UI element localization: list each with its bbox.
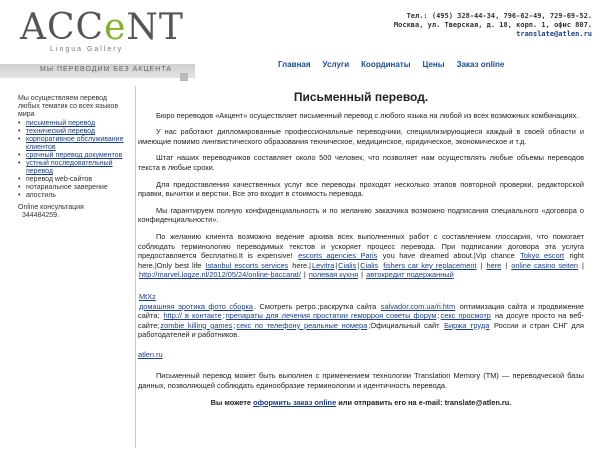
order-online-link[interactable]: оформить заказ online [253, 397, 337, 407]
spam-link[interactable]: Istanbul escorts services [205, 260, 289, 270]
sidebar-item-website-translation: перевод web-сайтов [26, 176, 93, 183]
spam-link[interactable]: Cialis [338, 260, 357, 270]
sidebar-item-consecutive-interpreting[interactable]: устный последовательный перевод [26, 160, 113, 175]
spam-link[interactable]: секс просмотр [440, 311, 491, 321]
spam-link[interactable]: escorts agencies Paris [298, 251, 378, 261]
spam-link[interactable]: Биржа труда [444, 320, 490, 330]
contact-phones: Тел.: (495) 328-44-34, 796-62-49, 729-69-52. [406, 12, 592, 20]
paragraph-spam-links: MtXz домашняя эротика фото сборка. Смотреть ретро.;раскрутка сайта salvador.com.ua/ri.htm оптимизация сайта и продвижение сайта; http:// в контакте;препараты для лечения простатии геморроя советы форум;секс просмотр на досуге просто на веб-сайте;zombie killing games;секс по телефону реальные номера;Официальный сайт Биржа труда России и стран СНГ для работодателей и работников. [138, 291, 584, 340]
main-nav [278, 60, 504, 74]
sidebar-item-written-translation[interactable]: письменный перевод [26, 120, 96, 127]
paragraph-confidentiality: Мы гарантируем полную конфиденциальность и по желанию заказчика возможно подписания специального «договора о конфиденциальности». [138, 205, 584, 225]
online-consultation [18, 204, 126, 220]
sidebar-item[interactable] [18, 160, 126, 176]
paragraph-archive: По желанию клиента возможно ведение архива всех выполненных работ с составлением глоссария, что помогает соблюдать терминологию переводимых текстов и ускоряет процесс перевода. При подписании договора эта услуга предоставляется бесплатно.It is expensive! escorts agencies Paris you have dreamed about.|Vip chance Tokyo escort right here.|Only best life Istanbul escorts services here.|Levitra|Cialis|Cialis fishers car key replacement | here | online casino seiten | http://marvel.logze.nl/2012/05/24/online-baccarat/ | полевая кухня | автокредит подержанный [138, 231, 584, 280]
sidebar-item-corporate-service[interactable]: корпоративное обслуживание клиентов [26, 136, 124, 151]
spam-link[interactable]: here [486, 260, 502, 270]
sidebar-item-urgent-translation[interactable]: срочный перевод документов [26, 152, 123, 159]
spam-link[interactable]: online casino seiten [511, 260, 579, 270]
main-content [138, 91, 584, 407]
logo-wordmark: ACCeNT [20, 7, 184, 48]
site-header [0, 0, 600, 60]
spam-link[interactable]: Cialis [360, 260, 379, 270]
sidebar [18, 95, 126, 220]
paragraph-quality: Для предоставления качественных услуг все переводы проходят несколько этапов повторной проверки, редакторской правки, вычитки и верстки. Все это входит в стоимость перевода. [138, 179, 584, 199]
sidebar-services-list [18, 120, 126, 200]
spam-link[interactable]: MtXz [139, 291, 156, 301]
paragraph-translation-memory: Письменный перевод может быть выполнен с применением технологии Translation Memory (TM) — переводческой базы данных, позволяющей соблюдать единообразие терминологии и идентичность перевода. [138, 371, 584, 391]
page-title: Письменный перевод. [293, 90, 429, 104]
header-contacts [362, 12, 592, 39]
nav-item-contacts[interactable]: Координаты [361, 60, 411, 69]
sidebar-item[interactable] [18, 136, 126, 152]
spam-link[interactable]: Levitra [312, 260, 335, 270]
paragraph-intro: Бюро переводов «Акцент» осуществляет письменный перевод с любого языка на любой из всех возможных комбинациях. [156, 110, 579, 120]
consult-number: 344484259. [22, 212, 59, 219]
sidebar-item[interactable] [18, 120, 126, 128]
contact-email-link[interactable]: translate@atlen.ru [516, 30, 592, 38]
slogan-divider-block [180, 73, 188, 81]
spam-link[interactable]: Tokyo escort [520, 251, 565, 261]
spam-link[interactable]: http://marvel.logze.nl/2012/05/24/online-baccarat/ [139, 270, 301, 280]
paragraph-atlen [138, 350, 584, 360]
spam-link[interactable]: домашняя эротика фото сборка [139, 301, 254, 311]
sidebar-intro: Мы осуществляем перевод любых тематик со всех языков мира [18, 95, 119, 118]
order-call-to-action: Вы можете оформить заказ online или отправить его на e-mail: translate@atlen.ru. [210, 397, 512, 407]
sidebar-item-apostille: апостиль [26, 192, 56, 199]
sidebar-item[interactable] [18, 152, 126, 160]
column-divider [135, 86, 136, 448]
logo[interactable] [20, 7, 184, 60]
sidebar-item-technical-translation[interactable]: технический перевод [26, 128, 95, 135]
slogan: МЫ ПЕРЕВОДИМ БЕЗ АКЦЕНТА [40, 66, 172, 73]
nav-item-order-online[interactable]: Заказ online [456, 60, 505, 69]
spam-link[interactable]: секс по телефону реальные номера [236, 320, 368, 330]
sidebar-item-notarization: нотариальное заверение [26, 184, 108, 191]
sidebar-item [18, 176, 126, 184]
atlen-link[interactable]: atlen.ru [138, 349, 163, 359]
nav-item-services[interactable]: Услуги [322, 60, 350, 69]
spam-link[interactable]: http:// в контакте [163, 311, 222, 321]
paragraph-staff: Штат наших переводчиков составляет около 500 человек, что позволяет нам осуществлять любые объемы переводов текста в любые сроки. [138, 153, 584, 172]
nav-item-home[interactable]: Главная [278, 60, 311, 69]
sidebar-item [18, 192, 126, 200]
nav-item-prices[interactable]: Цены [422, 60, 445, 69]
spam-link[interactable]: salvador.com.ua/ri.htm [380, 301, 456, 311]
spam-link[interactable]: препараты для лечения простатии геморроя советы форум [225, 311, 437, 321]
spam-link[interactable]: fishers car key replacement [383, 260, 477, 270]
paragraph-translators: У нас работают дипломированные профессиональные переводчики, специализирующиеся каждый в своей области и имеющие помимо лингвистического образования техническое, медицинское, юридическое, экономическое и т.д. [138, 127, 584, 146]
sidebar-item [18, 184, 126, 192]
contact-address: Москва, ул. Тверская, д. 18, корп. 1, офис 807. [393, 21, 592, 29]
logo-subtitle: Lingua Gallery [50, 46, 124, 53]
spam-link[interactable]: zombie killing games [160, 320, 233, 330]
consult-label: Online консультация [18, 204, 84, 211]
spam-link[interactable]: автокредит подержанный [366, 270, 454, 280]
spam-link[interactable]: полевая кухня [308, 270, 359, 280]
sidebar-item[interactable] [18, 128, 126, 136]
slogan-bar [0, 64, 195, 78]
